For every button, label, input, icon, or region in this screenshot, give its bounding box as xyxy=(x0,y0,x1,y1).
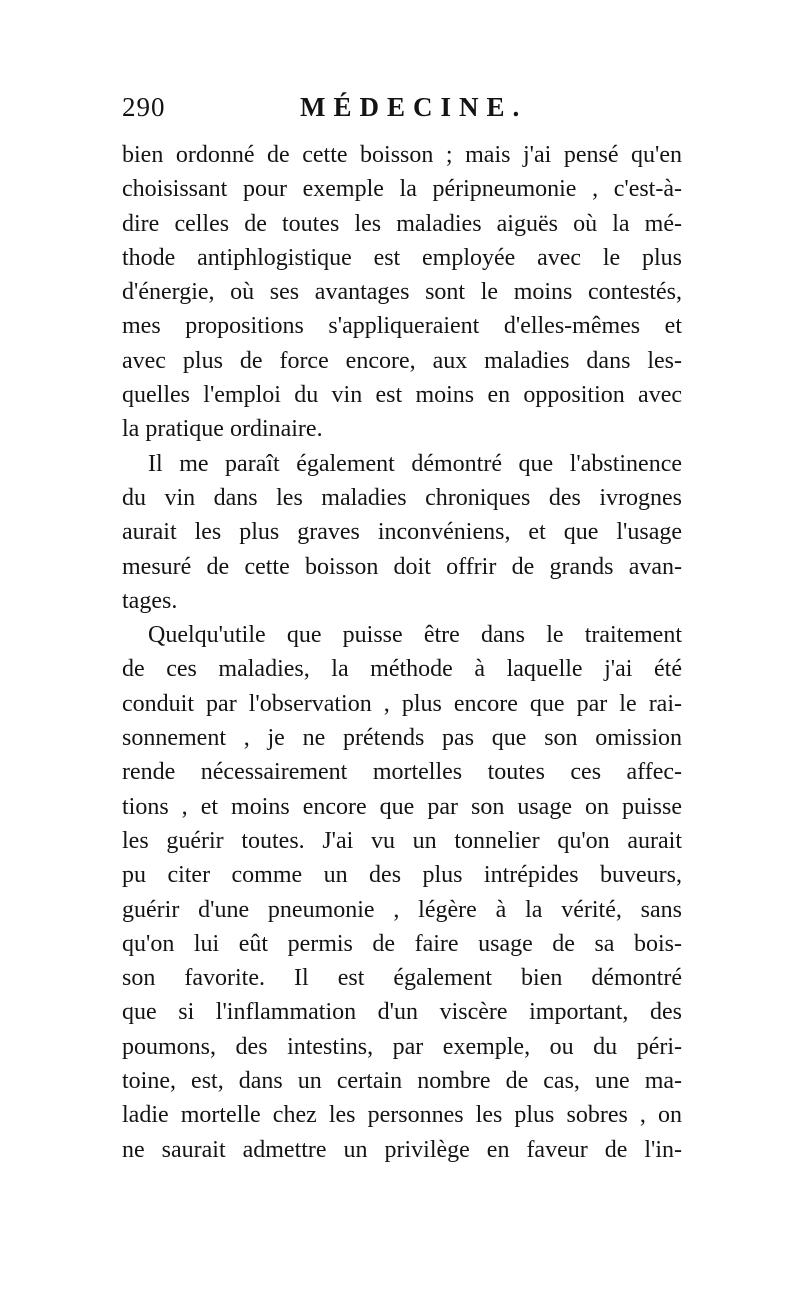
text-line: du vin dans les maladies chroniques des ivrognes xyxy=(122,484,682,511)
text-line: tages. xyxy=(122,587,178,614)
text-line: quelles l'emploi du vin est moins en opposition avec xyxy=(122,382,682,409)
body-text xyxy=(122,138,682,1167)
text-line: Il me paraît également démontré que l'abstinence xyxy=(148,450,682,477)
text-line: bien ordonné de cette boisson ; mais j'ai pensé qu'en xyxy=(122,142,682,168)
text-line: rende nécessairement mortelles toutes ces affec- xyxy=(122,759,682,786)
text-line: ladie mortelle chez les personnes les plus sobres , on xyxy=(122,1102,682,1129)
text-line: son favorite. Il est également bien démontré xyxy=(122,965,682,992)
text-line: qu'on lui eût permis de faire usage de sa bois- xyxy=(122,930,682,957)
text-line: guérir d'une pneumonie , légère à la vérité, sans xyxy=(122,896,682,923)
text-line: avec plus de force encore, aux maladies dans les- xyxy=(122,347,682,374)
text-line: d'énergie, où ses avantages sont le moins contestés, xyxy=(122,279,682,306)
text-line: que si l'inflammation d'un viscère important, des xyxy=(122,999,682,1026)
text-line: la pratique ordinaire. xyxy=(122,416,323,443)
text-line: ne saurait admettre un privilège en faveur de l'in- xyxy=(122,1136,682,1163)
text-line: choisissant pour exemple la péripneumonie , c'est-à- xyxy=(122,176,682,203)
text-line: les guérir toutes. J'ai vu un tonnelier qu'on aurait xyxy=(122,827,682,854)
text-line: thode antiphlogistique est employée avec le plus xyxy=(122,244,682,271)
text-line: pu citer comme un des plus intrépides buveurs, xyxy=(122,862,682,889)
running-head: MÉDECINE. xyxy=(300,92,528,122)
text-line: poumons, des intestins, par exemple, ou du péri- xyxy=(122,1033,682,1060)
text-line: sonnement , je ne prétends pas que son omission xyxy=(122,725,682,752)
text-line: de ces maladies, la méthode à laquelle j'ai été xyxy=(122,656,682,683)
page-header xyxy=(122,92,682,132)
text-line: dire celles de toutes les maladies aiguës où la mé- xyxy=(122,210,682,237)
text-line: tions , et moins encore que par son usage on puisse xyxy=(122,793,682,820)
text-line: mes propositions s'appliqueraient d'elles-mêmes et xyxy=(122,313,682,340)
page-number: 290 xyxy=(122,92,166,122)
text-line: toine, est, dans un certain nombre de cas, une ma- xyxy=(122,1068,682,1095)
text-line: mesuré de cette boisson doit offrir de grands avan- xyxy=(122,553,682,580)
text-line: aurait les plus graves inconvéniens, et que l'usage xyxy=(122,519,682,546)
text-line: Quelqu'utile que puisse être dans le traitement xyxy=(148,622,682,649)
text-line: conduit par l'observation , plus encore que par le rai- xyxy=(122,690,682,717)
